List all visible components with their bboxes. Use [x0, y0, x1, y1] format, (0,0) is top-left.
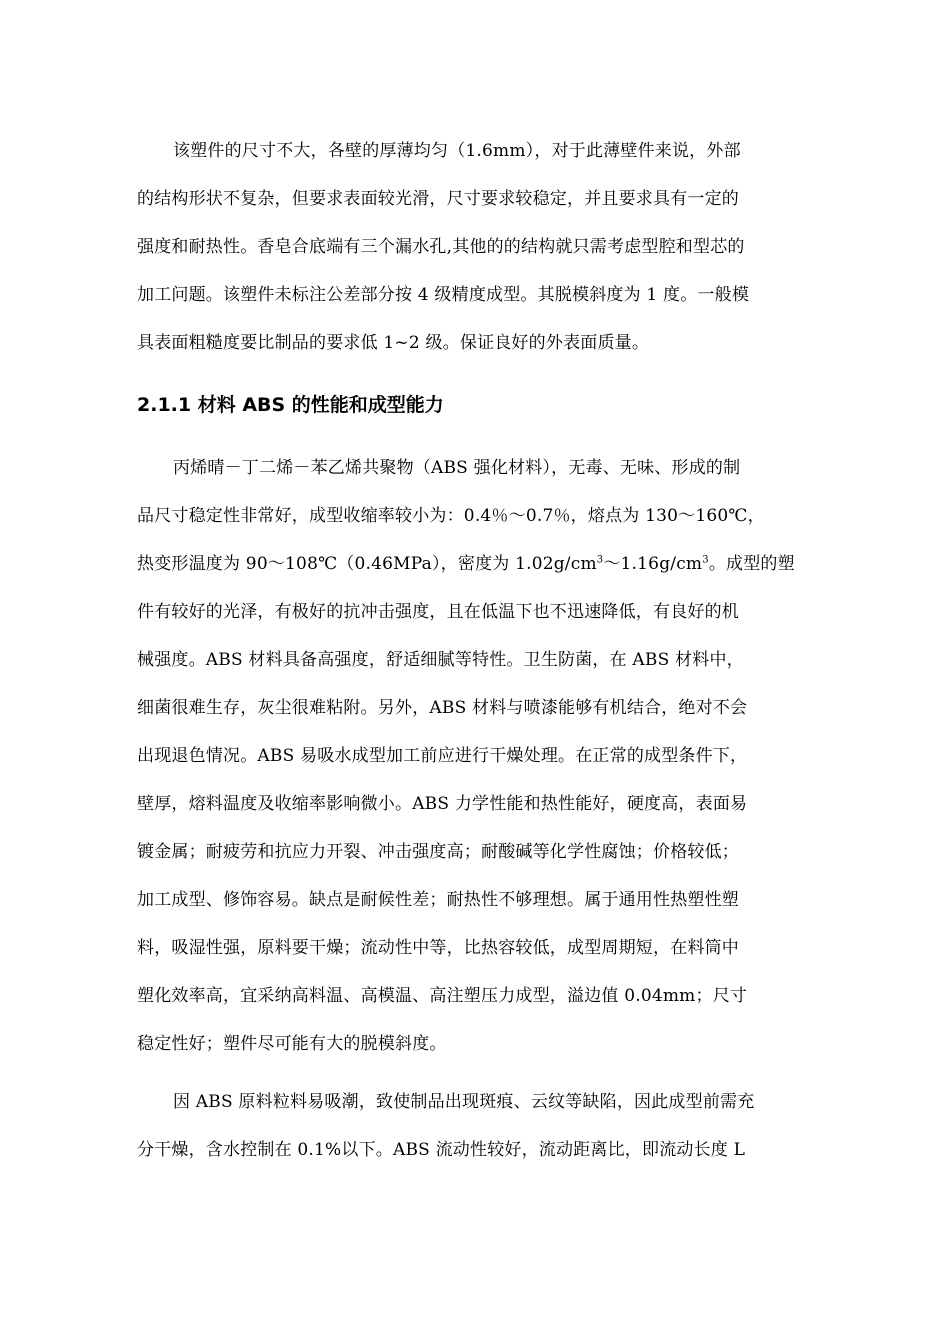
paragraph-2-line-3 — [137, 552, 827, 576]
paragraph-1-line-5: 具表面粗糙度要比制品的要求低 1~2 级。保证良好的外表面质量。 — [137, 333, 650, 353]
paragraph-1-line-4: 加工问题。该塑件未标注公差部分按 4 级精度成型。其脱模斜度为 1 度。一般模 — [137, 285, 750, 305]
paragraph-2-line-13: 稳定性好；塑件尽可能有大的脱模斜度。 — [137, 1034, 447, 1054]
paragraph-2-line-4: 件有较好的光泽，有极好的抗冲击强度，且在低温下也不迅速降低，有良好的机 — [137, 602, 739, 622]
paragraph-2-line-11: 料，吸湿性强，原料要干燥；流动性中等，比热容较低，成型周期短，在料筒中 — [137, 938, 739, 958]
paragraph-2-line-3-part-a: 热变形温度为 90～108℃（0.46MPa），密度为 1.02g/cm — [137, 554, 597, 574]
paragraph-2-line-2: 品尺寸稳定性非常好，成型收缩率较小为：0.4％～0.7％，熔点为 130～160℃， — [137, 506, 765, 526]
paragraph-1-line-2: 的结构形状不复杂，但要求表面较光滑，尺寸要求较稳定，并且要求具有一定的 — [137, 189, 739, 209]
paragraph-2-line-7: 出现退色情况。ABS 易吸水成型加工前应进行干燥处理。在正常的成型条件下， — [137, 746, 748, 766]
paragraph-2-line-10: 加工成型、修饰容易。缺点是耐候性差；耐热性不够理想。属于通用性热塑性塑 — [137, 890, 739, 910]
paragraph-2-line-6: 细菌很难生存，灰尘很难粘附。另外，ABS 材料与喷漆能够有机结合，绝对不会 — [137, 698, 748, 718]
superscript-1: 3 — [596, 554, 604, 566]
paragraph-1-line-1: 该塑件的尺寸不大，各壁的厚薄均匀（1.6mm），对于此薄壁件来说，外部 — [173, 141, 741, 161]
paragraph-2-line-3-part-b: ～1.16g/cm — [603, 554, 703, 574]
section-heading: 2.1.1 材料 ABS 的性能和成型能力 — [137, 394, 444, 416]
paragraph-3-line-2: 分干燥，含水控制在 0.1%以下。ABS 流动性较好，流动距离比，即流动长度 L — [137, 1140, 746, 1160]
superscript-2: 3 — [702, 554, 709, 566]
paragraph-2-line-3-part-c: 。成型的塑 — [708, 554, 795, 574]
paragraph-2-line-12: 塑化效率高，宜采纳高料温、高模温、高注塑压力成型，溢边值 0.04mm；尺寸 — [137, 986, 748, 1006]
paragraph-2-line-5: 械强度。ABS 材料具备高强度，舒适细腻等特性。卫生防菌，在 ABS 材料中， — [137, 650, 744, 670]
paragraph-2-line-8: 壁厚，熔料温度及收缩率影响微小。ABS 力学性能和热性能好，硬度高，表面易 — [137, 794, 748, 814]
paragraph-3-line-1: 因 ABS 原料粒料易吸潮，致使制品出现斑痕、云纹等缺陷，因此成型前需充 — [173, 1092, 755, 1112]
paragraph-2-line-1: 丙烯晴－丁二烯－苯乙烯共聚物（ABS 强化材料），无毒、无味、形成的制 — [173, 458, 741, 478]
paragraph-1-line-3: 强度和耐热性。香皂合底端有三个漏水孔,其他的的结构就只需考虑型腔和型芯的 — [137, 237, 745, 257]
paragraph-2-line-9: 镀金属；耐疲劳和抗应力开裂、冲击强度高；耐酸碱等化学性腐蚀；价格较低； — [137, 842, 739, 862]
